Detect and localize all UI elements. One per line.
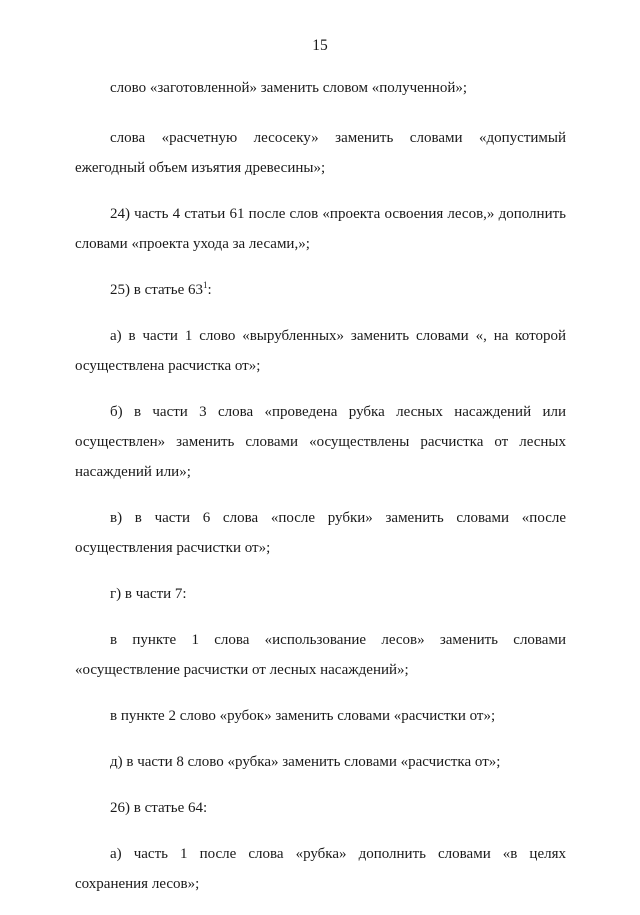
document-body [75, 73, 566, 915]
paragraph-10: в пункте 2 слово «рубок» заменить словами «расчистки от»; [110, 708, 496, 724]
paragraph-4 [75, 275, 566, 305]
page-number: 15 [312, 37, 328, 54]
paragraph-12: 26) в статье 64: [110, 800, 208, 816]
paragraph-7: в) в части 6 слова «после рубки» заменить словами «после осуществления расчистки от»; [75, 510, 566, 556]
paragraph-2: слова «расчетную лесосеку» заменить словами «допустимый ежегодный объем изъятия древесины»; [75, 130, 566, 176]
paragraph-9: в пункте 1 слова «использование лесов» заменить словами «осуществление расчистки от лесных насаждений»; [75, 632, 566, 678]
paragraph-11: д) в части 8 слово «рубка» заменить словами «расчистка от»; [110, 754, 501, 770]
paragraph-4-superscript: 1 [203, 280, 208, 290]
paragraph-6: б) в части 3 слова «проведена рубка лесных насаждений или осуществлен» заменить словами «осуществлены расчистка от лесных насаждений или»; [75, 404, 566, 480]
paragraph-4-prefix: 25) в статье 63 [110, 282, 204, 298]
paragraph-5: а) в части 1 слово «вырубленных» заменить словами «, на которой осуществлена расчистка от»; [75, 328, 566, 374]
paragraph-3: 24) часть 4 статьи 61 после слов «проекта освоения лесов,» дополнить словами «проекта ухода за лесами,»; [75, 206, 566, 252]
paragraph-4-suffix: : [207, 282, 212, 298]
paragraph-8: г) в части 7: [110, 586, 187, 602]
paragraph-13: а) часть 1 после слова «рубка» дополнить словами «в целях сохранения лесов»; [75, 846, 566, 892]
paragraph-1: слово «заготовленной» заменить словом «полученной»; [110, 80, 468, 96]
